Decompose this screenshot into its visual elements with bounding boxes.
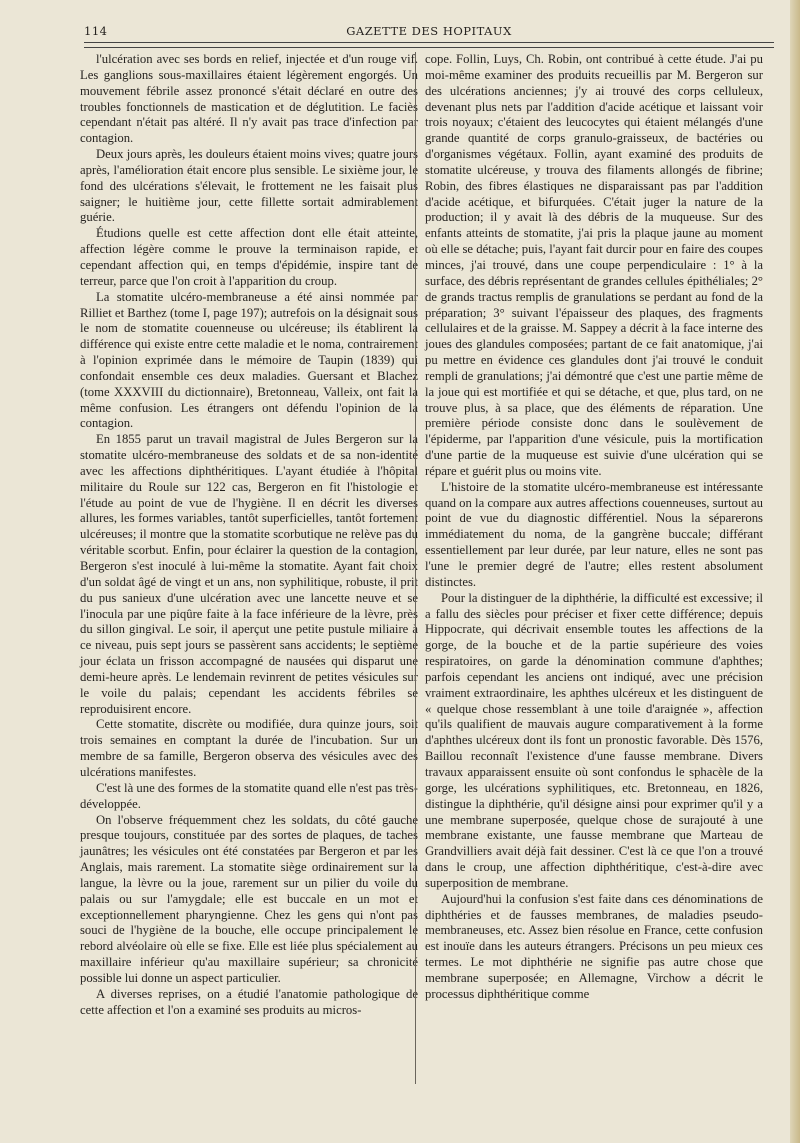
paragraph: Cette stomatite, discrète ou modifiée, dura quinze jours, soit trois semaines en comptant la durée de l'incubation. Sur un membre de sa famille, Bergeron observa des vésicules avec des ulcérations manifestes.: [80, 717, 418, 779]
header-rule: [84, 42, 774, 48]
paragraph: Pour la distinguer de la diphthérie, la difficulté est excessive; il a fallu des siècles pour préciser et fixer cette différence; depuis Hippocrate, qui décrivait ensemble toutes les affections de la gorge, de la bouche et de la partie supérieure des voies respiratoires, on garde la dénomination commune d'aphthes; parfois cependant les anciens ont indiqué, avec une précision vraiment extraordinaire, les aphthes ulcéreux et les distinguent de « quelque chose ressemblant à une toile d'araignée », affection qu'ils qualifient de mauvais augure comparativement à la forme d'aphthes ulcéreux dont ils font un pronostic favorable. Dès 1576, Baillou reconnaît l'existence d'une fausse membrane. Divers travaux apparaissent ensuite où sont confondus le sphacèle de la gorge, les ulcérations syphilitiques, etc. Bretonneau, en 1826, distingue la diphthérie, qu'il désigne ainsi pour exprimer qu'il y a une membrane superposée, quelque chose de surajouté à une membrane existante, une fausse membrane que Marteau de Grandvilliers avait déjà fait dessiner. C'est là ce que l'on a trouvé dans le croup, une affection diphthéritique, c'est-à-dire avec superposition de membrane.: [425, 590, 763, 890]
running-title: GAZETTE DES HOPITAUX: [346, 24, 512, 38]
paragraph: Deux jours après, les douleurs étaient moins vives; quatre jours après, l'amélioration était encore plus sensible. Le sixième jour, le fond des ulcérations s'élevait, le frottement ne les faisait plus saigner; le huitième jour, cette fillette sortait admirablement guérie.: [80, 147, 418, 225]
paragraph: Étudions quelle est cette affection dont elle était atteinte, affection légère comme le prouve la terminaison rapide, et cependant affection qui, en temps d'épidémie, inspire tant de terreur, parce que l'on croit à l'apparition du croup.: [80, 226, 418, 288]
page-header: [84, 20, 774, 42]
left-column: [80, 52, 418, 1018]
paragraph: L'histoire de la stomatite ulcéro-membraneuse est intéressante quand on la compare aux autres affections couenneuses, surtout au point de vue du diagnostic différentiel. Nous la séparerons immédiatement du noma, de la gangrène buccale; différant essentiellement par leur durée, par leur nature, elles ne sont pas l'une le premier degré de l'autre; elles restent absolument distinctes.: [425, 479, 763, 589]
column-divider: [415, 52, 416, 1084]
paragraph: On l'observe fréquemment chez les soldats, du côté gauche presque toujours, constituée par des sortes de plaques, de taches jaunâtres; les vésicules ont été constatées par Bergeron et par les Anglais, mais rarement. La stomatite siège ordinairement sur la langue, la lèvre ou la joue, rarement sur un pilier du voile du palais ou sur l'amygdale; elle est buccale en un mot et exceptionnellement pharyngienne. Chez les gens qui n'ont pas souci de l'hygiène de la bouche, elle occupe principalement le rebord alvéolaire où elle se fixe. Elle est liée plus spécialement au maxillaire inférieur qu'au maxillaire supérieur; sa chronicité possible lui donne un aspect particulier.: [80, 812, 418, 985]
right-column: [425, 52, 763, 1003]
paragraph: En 1855 parut un travail magistral de Jules Bergeron sur la stomatite ulcéro-membraneuse des soldats et de sa non-identité avec les affections diphthéritiques. L'ayant étudiée à l'hôpital militaire du Roule sur 122 cas, Bergeron en fit l'histologie et l'étude au point de vue de l'hygiène. Il en décrit les diverses allures, les formes variables, tantôt superficielles, tantôt fortement ulcéreuses; il montre que la stomatite scorbutique ne relève pas du véritable scorbut. Enfin, pour éclairer la question de la contagion, Bergeron s'est inoculé à lui-même la stomatite. Ayant fait choix d'un soldat âgé de vingt et un ans, non syphilitique, robuste, il prit du pus sanieux d'une ulcération avec une lancette neuve et se l'inocula par une piqûre faite à la face inférieure de la lèvre, près du sillon gingival. Le soir, il aperçut une petite pustule miliaire à ce niveau, puis sept jours se passèrent sans accidents; le septième jour éclata un frisson accompagné de nausées qui disparut une demi-heure après. Le lendemain revinrent de petites vésicules sur le voile du palais; cependant les accidents fébriles se reproduisirent encore.: [80, 432, 418, 716]
paragraph: La stomatite ulcéro-membraneuse a été ainsi nommée par Rilliet et Barthez (tome I, page 197); autrefois on la désignait sous le nom de stomatite couenneuse ou ulcéreuse; ils établirent la différence qui existe entre cette maladie et le noma, contrairement à l'opinion exprimée dans le mémoire de Taupin (1839) qui confondait ensemble ces deux maladies. Guersant et Blachez (tome XXXVIII du dictionnaire), Bretonneau, Valleix, ont fait la même confusion. Les étrangers ont défendu l'opinion de la contagion.: [80, 289, 418, 431]
paragraph: A diverses reprises, on a étudié l'anatomie pathologique de cette affection et l'on a examiné ses produits au micros-: [80, 986, 418, 1017]
paragraph: Aujourd'hui la confusion s'est faite dans ces dénominations de diphthéries et de fausses membranes, de maladies pseudo-membraneuses, etc. Assez bien résolue en France, cette confusion est inouïe dans les auteurs étrangers. Précisons un peu mieux ces termes. Le mot diphthérie ne signifie pas autre chose que membrane superposée; en Allemagne, Virchow a décrit le processus diphthéritique comme: [425, 891, 763, 1001]
paragraph: l'ulcération avec ses bords en relief, injectée et d'un rouge vif. Les ganglions sous-maxillaires étaient légèrement engorgés. Un mouvement fébrile assez prononcé s'était déclaré en outre des troubles fonctionnels de mastication et de déglutition. Le faciès cependant n'était pas altéré. Il n'y avait pas trace d'infection par contagion.: [80, 52, 418, 146]
page-number: 114: [84, 24, 108, 38]
paragraph: cope. Follin, Luys, Ch. Robin, ont contribué à cette étude. J'ai pu moi-même examiner des produits recueillis par M. Bergeron sur des ulcérations anciennes; j'y ai trouvé des corps celluleux, devenant plus nets par l'addition d'acide acétique et laissant voir trois noyaux; c'étaient des leucocytes qui étaient mélangés d'une grande quantité de corps granulo-graisseux, de bactéries ou d'organismes végétaux. Follin, ayant examiné des produits de stomatite ulcéreuse, y trouva des filaments allongés de fibrine; Robin, des fibres élastiques ne disparaissant pas par l'addition d'acide acétique, et bifurquées. C'était juger la nature de la production; il y avait là des débris de la muqueuse. Sur des enfants atteints de stomatite, j'ai pris la plaque jaune au moment où elle se détache; puis, l'ayant fait durcir pour en faire des coupes minces, j'ai trouvé, dans une coupe perpendiculaire : 1° à la surface, des débris représentant de grandes cellules épithéliales; 2° de grands tractus remplis de granulations se perdant au fond de la préparation; 3° suivant l'épaisseur des plaques, des fragments cellulaires et de la graisse. M. Sappey a décrit à la face interne des joues des glandules composées; partant de ce fait anatomique, j'ai pu mettre en évidence ces glandules dont j'ai trouvé le conduit rempli de granulations; j'ai démontré que c'est une partie même de la joue qui est mortifiée et qui se détache, et que, plus tard, on ne trouve plus, à sa place, que des éléments de réparation. Une première période consiste donc dans le soulèvement de l'épiderme, par l'apparition d'une vésicule, puis la mortification d'une partie de la muqueuse est suivie d'une ulcération qui se répare et guérit plus ou moins vite.: [425, 52, 763, 478]
paragraph: C'est là une des formes de la stomatite quand elle n'est pas très-développée.: [80, 780, 418, 811]
